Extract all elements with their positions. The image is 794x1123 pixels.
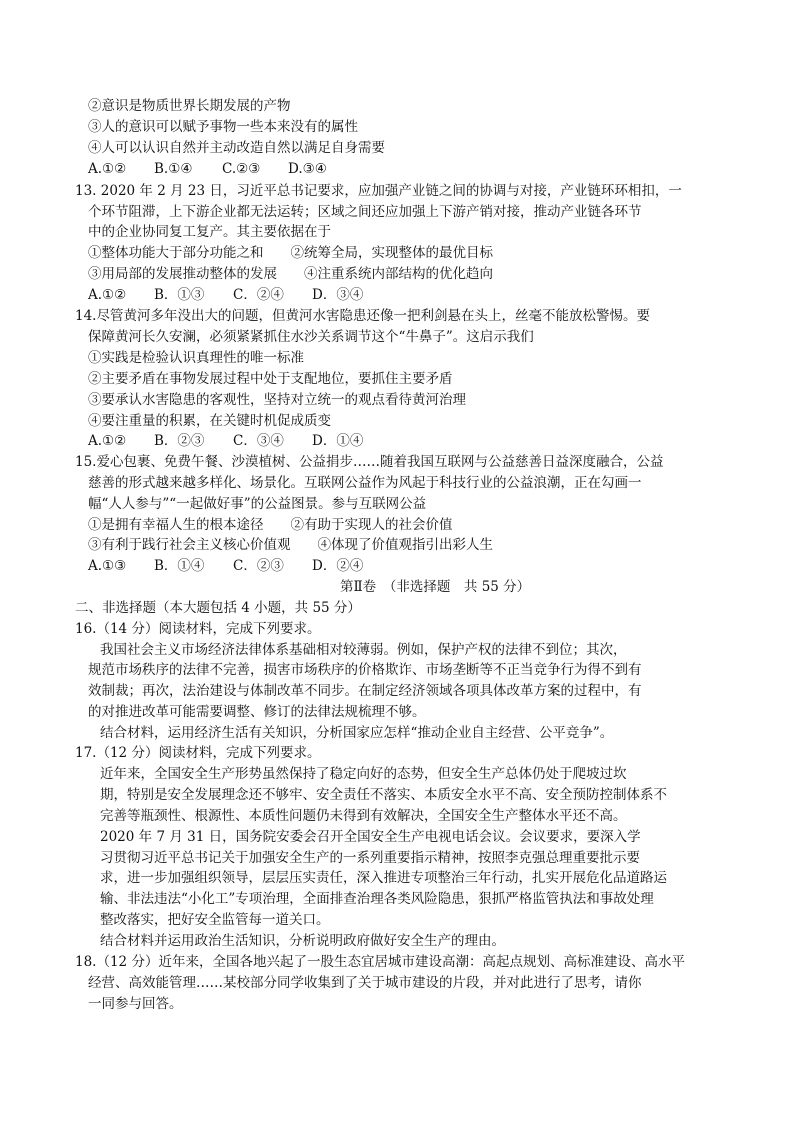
q12-option-c: C.②③ <box>222 161 261 177</box>
q12-option-a: A.①② <box>88 161 127 177</box>
section-2-title: 二、非选择题（本大题包括 4 小题，共 55 分） <box>75 600 361 616</box>
q13-option-b: B．①③ <box>154 287 205 303</box>
q15-option-a: A.①③ <box>88 558 127 574</box>
q16-para-2: 规范市场秩序的法律不完善，损害市场秩序的价格欺诈、市场垄断等不正当竞争行为得不到有 <box>88 662 642 678</box>
q15-line-3: 幅“人人参与”“一起做好事”的公益图景。参与互联网公益 <box>88 496 427 512</box>
q12-statement-3: ③人的意识可以赋予事物一些本来没有的属性 <box>88 119 358 135</box>
q14-statement-4: ④要注重量的积累，在关键时机促成质变 <box>88 413 331 429</box>
q17-para-3: 完善等瓶颈性、根源性、本质性问题仍未得到有效解决，全国安全生产整体水平还不高。 <box>100 808 627 824</box>
q17-task: 结合材料并运用政治生活知识，分析说明政府做好安全生产的理由。 <box>100 933 505 949</box>
q13-statements-1-2: ①整体功能大于部分功能之和 ②统筹全局，实现整体的最优目标 <box>88 245 493 261</box>
q15-statements-3-4: ③有利于践行社会主义核心价值观 ④体现了价值观指引出彩人生 <box>88 537 493 553</box>
q16-para-1: 我国社会主义市场经济法律体系基础相对较薄弱。例如，保护产权的法律不到位；其次， <box>100 642 627 658</box>
q14-line-2: 保障黄河长久安澜，必须紧紧抓住水沙关系调节这个“牛鼻子”。这启示我们 <box>88 329 534 345</box>
q13-option-a: A.①② <box>88 287 127 303</box>
q18-line-2: 经营、高效能管理……某校部分同学收集到了关于城市建设的片段，并对此进行了思考，请你 <box>88 975 642 991</box>
q17-para-6: 求，进一步加强组织领导，层层压实责任，深入推进专项整治三年行动，扎实开展危化品道路运 <box>100 870 667 886</box>
q17-para-7: 输、非法违法“小化工”专项治理，全面排查治理各类风险隐患，狠抓严格监管执法和事故处理 <box>100 891 654 907</box>
q17-para-2: 期，特别是安全发展理念还不够牢、安全责任不落实、本质安全水平不高、安全预防控制体系不 <box>100 787 667 803</box>
q15-line-2: 慈善的形式越来越多样化、场景化。互联网公益作为风起于科技行业的公益浪潮，正在勾画一 <box>88 475 642 491</box>
q14-option-a: A.①② <box>88 433 127 449</box>
q14-line-1: 14.尽管黄河多年没出大的问题，但黄河水害隐患还像一把利剑悬在头上，丝毫不能放松警惕。要 <box>75 308 650 324</box>
q14-option-d: D．①④ <box>312 433 364 449</box>
q16-task: 结合材料，运用经济生活有关知识，分析国家应怎样“推动企业自主经营、公平竞争”。 <box>100 725 614 741</box>
q15-option-c: C．②③ <box>233 558 284 574</box>
q15-line-1: 15.爱心包裹、免费午餐、沙漠植树、公益捐步……随着我国互联网与公益慈善日益深度融合，公益 <box>75 454 664 470</box>
q14-statement-2: ②主要矛盾在事物发展过程中处于支配地位，要抓住主要矛盾 <box>88 371 453 387</box>
q17-para-5: 习贯彻习近平总书记关于加强安全生产的一系列重要指示精神，按照李克强总理重要批示要 <box>100 850 640 866</box>
q15-option-d: D．②④ <box>312 558 364 574</box>
volume-2-title: 第Ⅱ卷 （非选择题 共 55 分） <box>340 579 531 595</box>
q18-line-1: 18.（12 分）近年来，全国各地兴起了一股生态宜居城市建设高潮：高起点规划、高标准建设、高水平 <box>75 954 685 970</box>
q13-option-d: D．③④ <box>312 287 364 303</box>
q16-para-3: 效制裁；再次，法治建设与体制改革不同步。在制定经济领域各项具体改革方案的过程中，有 <box>88 683 642 699</box>
q12-option-b: B.①④ <box>154 161 193 177</box>
q12-statement-2: ②意识是物质世界长期发展的产物 <box>88 98 291 114</box>
q13-line-3: 中的企业协同复工复产。其主要依据在于 <box>88 224 331 240</box>
q14-option-c: C．③④ <box>233 433 284 449</box>
q13-line-2: 个环节阻滞，上下游企业都无法运转；区域之间还应加强上下游产销对接，推动产业链各环节 <box>88 204 642 220</box>
q17-para-1: 近年来，全国安全生产形势虽然保持了稳定向好的态势，但安全生产总体仍处于爬坡过坎 <box>100 766 627 782</box>
q13-statements-3-4: ③用局部的发展推动整体的发展 ④注重系统内部结构的优化趋向 <box>88 266 493 282</box>
q15-option-b: B．①④ <box>154 558 205 574</box>
q13-line-1: 13. 2020 年 2 月 23 日，习近平总书记要求，应加强产业链之间的协调与对接，产业链环环相扣，一 <box>75 183 682 199</box>
q17-head: 17.（12 分）阅读材料，完成下列要求。 <box>75 745 321 761</box>
q12-statement-4: ④人可以认识自然并主动改造自然以满足自身需要 <box>88 140 385 156</box>
q13-option-c: C．②④ <box>233 287 284 303</box>
q17-para-8: 整改落实，把好安全监管每一道关口。 <box>100 912 330 928</box>
q12-option-d: D.③④ <box>288 161 327 177</box>
q17-para-4: 2020 年 7 月 31 日，国务院安委会召开全国安全生产电视电话会议。会议要求，要深入学 <box>100 829 641 845</box>
q14-statement-1: ①实践是检验认识真理性的唯一标准 <box>88 350 304 366</box>
q16-head: 16.（14 分）阅读材料，完成下列要求。 <box>75 621 321 637</box>
q14-option-b: B．②③ <box>154 433 205 449</box>
q18-line-3: 一同参与回答。 <box>88 996 183 1012</box>
q14-statement-3: ③要承认水害隐患的客观性，坚持对立统一的观点看待黄河治理 <box>88 392 466 408</box>
q15-statements-1-2: ①是拥有幸福人生的根本途径 ②有助于实现人的社会价值 <box>88 517 453 533</box>
q16-para-4: 的对推进改革可能需要调整、修订的法律法规梳理不够。 <box>88 704 426 720</box>
